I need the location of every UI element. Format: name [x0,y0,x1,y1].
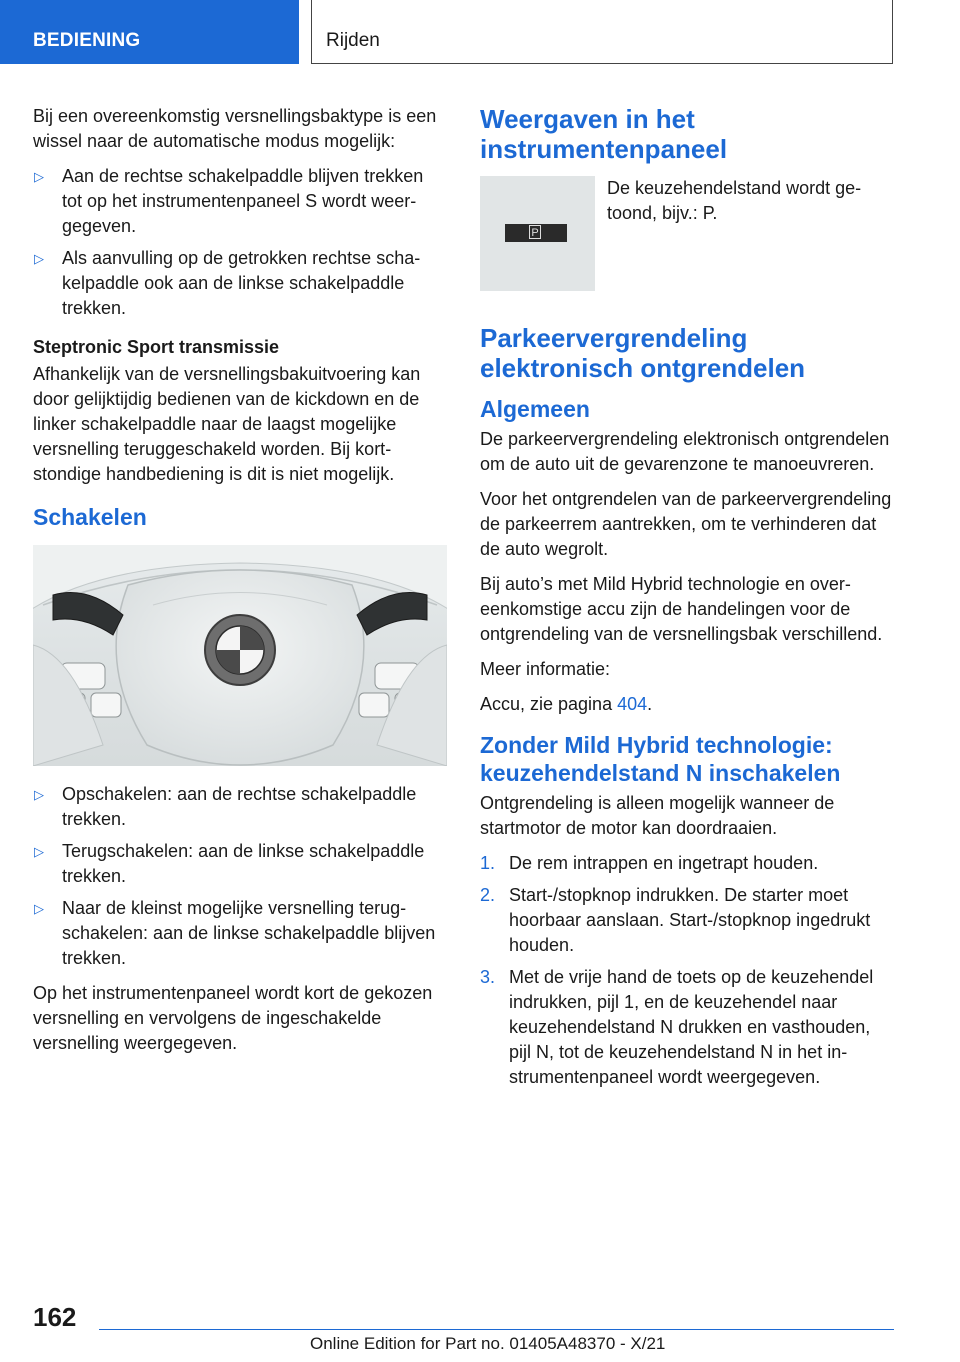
closing-paragraph: Op het instrumentenpaneel wordt kort de gekozen versnelling en vervolgens de ingeschakelde versnelling weergegeven. [33,983,433,1053]
schakelen-bullet-list [33,782,445,971]
right-column [480,104,896,1097]
meer-info: Meer informatie: [480,659,611,679]
list-item: 1. De rem intrappen en ingetrapt houden. [480,853,819,873]
list-item: ▷ Aan de rechtse schakelpaddle blijven trekken tot op het instrumentenpaneel S wordt weergegeven. [34,166,424,236]
accu-page-link[interactable]: 404 [617,694,648,714]
edition-footer: Online Edition for Part no. 01405A48370 - X/21 [310,1334,666,1353]
intro-bullet-list [33,164,445,321]
steptronic-heading: Steptronic Sport transmissie [33,337,280,357]
list-item: ▷ Naar de kleinst mogelijke versnelling terugschakelen: aan de linkse schakelpaddle blijven trekken. [34,898,436,968]
intro-paragraph: Bij een overeenkomstig versnellingsbaktype is een wissel naar de automatische modus mogelijk: [33,106,437,151]
triangle-bullet-icon: ▷ [34,901,44,916]
footer-divider [99,1329,894,1330]
algemeen-paragraph-1: De parkeervergrendeling elektronisch ontgrendelen om de auto uit de gevarenzone te manoeuvreren. [480,429,890,474]
zonder-heading: Zonder Mild Hybrid technologie: keuzehendelstand N inschakelen [480,732,841,786]
schakelen-heading: Schakelen [33,504,147,530]
page-number: 162 [33,1302,77,1332]
section-tab-label: BEDIENING [33,30,141,51]
section-tab [0,0,299,64]
parkeer-heading: Parkeervergrendeling elektronisch ontgrendelen [480,323,806,383]
triangle-bullet-icon: ▷ [34,787,44,802]
list-item: 3. Met de vrije hand de toets op de keuzehendel indrukken, pijl 1, en de keuzehendel naar keuzehendelstand N drukken en vasthouden, pijl N, tot de keuzehendelstand N in het instrumentenpaneel wordt weergegeven. [480,967,874,1087]
steps-list [480,851,896,1090]
left-shift-paddle-icon [53,593,123,636]
left-column [33,104,445,1066]
display-example [480,176,896,291]
gear-indicator-icon: P [505,224,567,242]
algemeen-heading: Algemeen [480,396,590,422]
weergaven-heading: Weergaven in het instrumentenpaneel [480,104,728,164]
display-description: De keuzehendelstand wordt getoond, bijv.: P. [607,178,862,223]
steering-wheel-svg [33,545,447,766]
instrument-display-image [480,176,595,291]
accu-reference: Accu, zie pagina 404. [480,694,653,714]
list-item: ▷ Als aanvulling op de getrokken rechtse schakelpaddle ook aan de linkse schakelpaddle trekken. [34,248,421,318]
triangle-bullet-icon: ▷ [34,251,44,266]
triangle-bullet-icon: ▷ [34,169,44,184]
steptronic-paragraph: Afhankelijk van de versnellingsbakuitvoering kan door gelijktijdig bedienen van de kickdown en de linker schakelpaddle naar de laagst mogelijke versnelling teruggeschakeld worden. Bij kortstondige handbediening is dit is niet mogelijk. [33,364,421,484]
chapter-title: Rijden [326,30,380,51]
algemeen-paragraph-3: Bij auto’s met Mild Hybrid technologie en overeenkomstige accu zijn de handelingen voor de ontgrendeling van de versnellingsbak verschillend. [480,574,883,644]
zonder-paragraph: Ontgrendeling is alleen mogelijk wanneer de startmotor de motor kan doordraaien. [480,793,835,838]
right-shift-paddle-icon [357,593,427,636]
list-item: ▷ Opschakelen: aan de rechtse schakelpaddle trekken. [34,784,417,829]
list-item: 2. Start-/stopknop indrukken. De starter moet hoorbaar aanslaan. Start-/stopknop ingedrukt houden. [480,885,871,955]
algemeen-paragraph-2: Voor het ontgrendelen van de parkeervergrendeling de parkeerrem aantrekken, om te verhinderen dat de auto wegrolt. [480,489,892,559]
triangle-bullet-icon: ▷ [34,844,44,859]
chapter-header [311,0,893,64]
list-item: ▷ Terugschakelen: aan de linkse schakelpaddle trekken. [34,841,425,886]
steering-wheel-illustration [33,545,447,766]
